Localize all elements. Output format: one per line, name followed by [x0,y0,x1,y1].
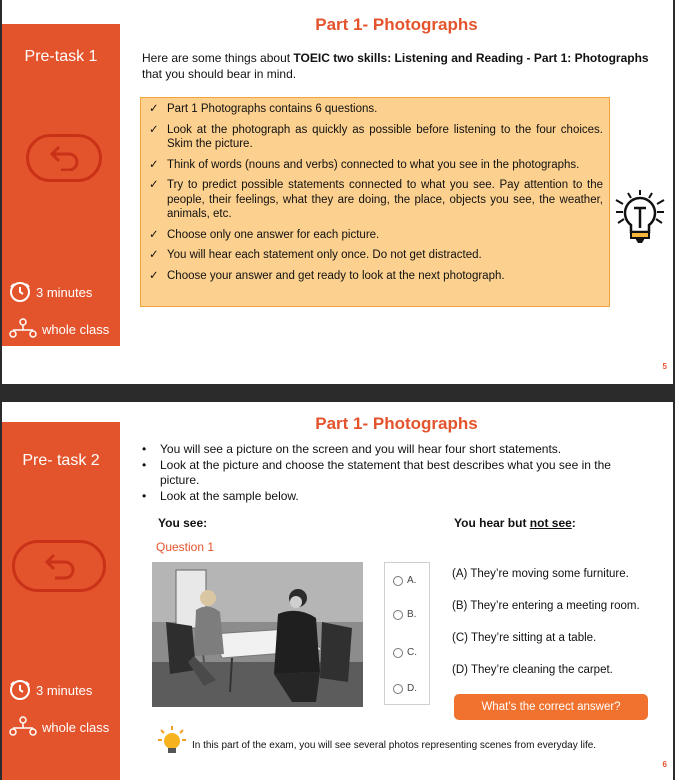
radio-icon[interactable] [393,610,403,620]
answer-a: (A) They’re moving some furniture. [452,568,629,580]
question-photo [152,562,363,707]
list-item [142,489,652,504]
tip-item [149,228,603,243]
radio-icon[interactable] [393,684,403,694]
task-label: Pre-task 1 [24,48,98,65]
bullet-text: Look at the picture and choose the statement that best describes what you see in the picture. [160,458,611,487]
check-icon: ✓ [149,123,159,136]
group-info [8,716,109,738]
page-number: 6 [662,760,667,769]
answer-c: (C) They’re sitting at a table. [452,632,597,644]
option-a[interactable] [393,575,416,586]
radio-icon[interactable] [393,576,403,586]
you-hear-suffix: : [571,516,576,530]
group-info [8,318,109,340]
tip-text: Look at the photograph as quickly as possible before listening to the four choices. Skim the picture. [167,123,603,150]
option-c[interactable] [393,647,417,658]
answer-b: (B) They’re entering a meeting room. [452,600,640,612]
bullet-icon: • [142,442,147,456]
footer-note: In this part of the exam, you will see several photos representing scenes from everyday life. [192,740,597,751]
intro-after: that you should bear in mind. [142,67,297,81]
time-text: 3 minutes [36,284,93,300]
option-b[interactable] [393,609,416,620]
tip-item [149,248,603,263]
you-hear-underlined: not see [529,516,572,530]
you-see-label: You see: [158,516,208,530]
clock-icon [8,280,32,304]
you-hear-prefix: You hear but [454,516,530,530]
tip-text: Think of words (nouns and verbs) connected to what you see in the photographs. [167,158,580,171]
lightbulb-icon [614,190,666,251]
tips-box [140,97,610,307]
option-label: A. [407,575,417,586]
check-icon: ✓ [149,103,159,115]
option-label: D. [407,683,417,694]
bullet-text: Look at the sample below. [160,489,299,503]
group-icon [8,318,38,340]
back-arrow-icon [47,145,81,171]
answer-options [384,562,430,705]
answer-d: (D) They’re cleaning the carpet. [452,664,613,676]
option-label: B. [407,609,417,620]
time-text: 3 minutes [36,682,93,698]
tip-item [149,178,603,222]
check-icon: ✓ [149,158,159,171]
sidebar [2,24,120,346]
intro-bold: TOEIC two skills: Listening and Reading - Part 1: Photographs [293,51,649,65]
bullet-icon: • [142,489,147,503]
page-title: Part 1- Photographs [315,414,478,433]
radio-icon[interactable] [393,648,403,658]
you-hear-label [454,516,576,530]
tip-item [149,102,603,117]
bullet-icon: • [142,458,147,472]
intro-text [142,50,652,82]
list-item [142,458,652,488]
page-number: 5 [662,362,667,371]
reveal-answer-button[interactable]: What’s the correct answer? [454,694,648,720]
lightbulb-icon [156,726,188,763]
back-button[interactable] [26,134,102,182]
clock-icon [8,678,32,702]
back-button[interactable] [12,540,106,592]
list-item [142,442,652,457]
task-label: Pre- task 2 [22,452,100,469]
check-icon: ✓ [149,179,159,191]
option-d[interactable] [393,683,417,694]
tip-text: Choose only one answer for each picture. [167,228,380,241]
group-icon [8,716,38,738]
tip-text: You will hear each statement only once. Do not get distracted. [167,249,482,261]
instructions-list [142,442,652,505]
check-icon: ✓ [149,269,159,282]
page-title: Part 1- Photographs [315,15,478,34]
intro-before: Here are some things about [142,51,294,65]
check-icon: ✓ [149,228,159,241]
check-icon: ✓ [149,249,159,261]
group-text: whole class [42,321,110,337]
tip-item [149,158,603,173]
sidebar [2,422,120,780]
bullet-text: You will see a picture on the screen and you will hear four short statements. [160,442,562,456]
tip-item [149,269,603,284]
tip-text: Choose your answer and get ready to look at the next photograph. [167,269,505,282]
tip-text: Part 1 Photographs contains 6 questions. [167,103,378,115]
time-info [8,280,92,304]
group-text: whole class [42,719,110,735]
tip-text: Try to predict possible statements connected to what you see. Pay attention to the people, their feelings, what they are doing, the place, objects you see, the weather, animals, etc. [167,179,603,220]
slide-6 [2,402,673,780]
option-label: C. [407,647,417,658]
slide-5 [2,0,673,384]
question-label: Question 1 [156,540,215,554]
back-arrow-icon [39,552,79,580]
tip-item [149,123,603,152]
time-info [8,678,92,702]
